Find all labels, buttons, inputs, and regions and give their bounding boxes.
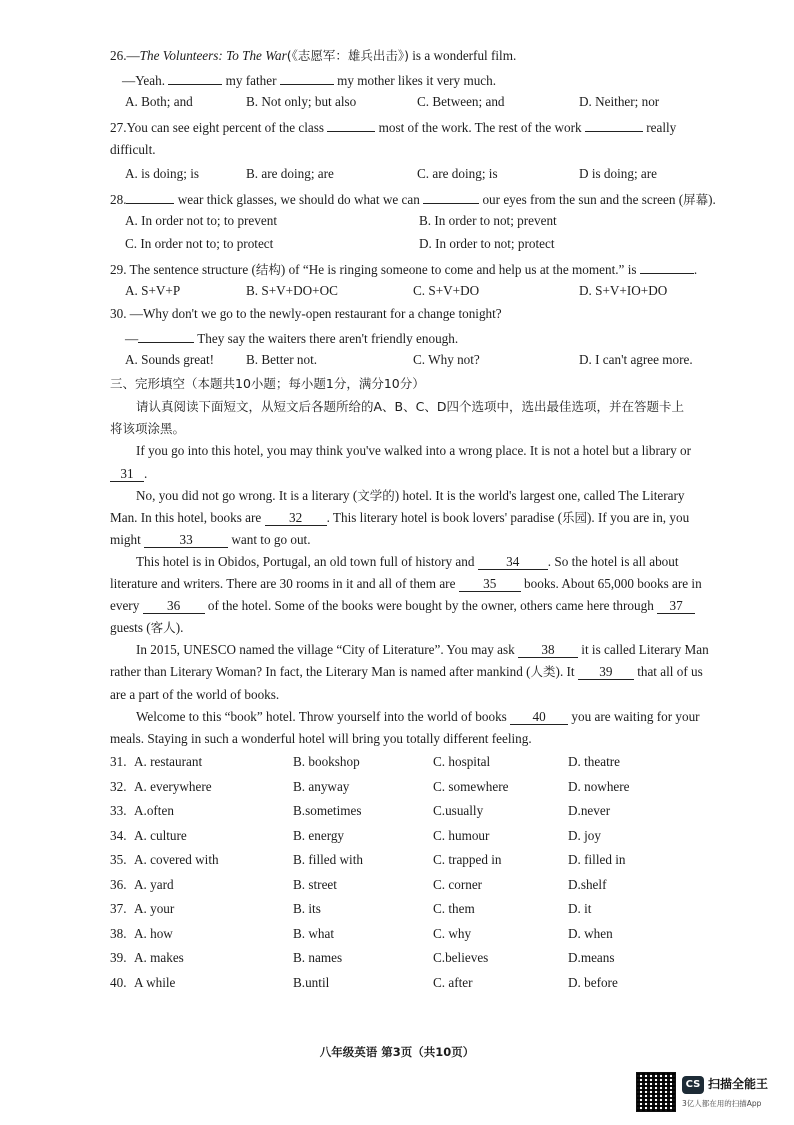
cloze-question-number: 33. [110, 803, 127, 818]
passage-p1-line2 [110, 465, 147, 483]
q26-option-c[interactable]: C. Between; and [417, 94, 505, 109]
cloze-option-a[interactable]: A. culture [134, 827, 187, 843]
p4-zh: 人类 [530, 664, 556, 679]
q28-number: 28. [110, 192, 127, 207]
cloze-option-b[interactable]: B. street [293, 876, 337, 892]
q28-blank-1[interactable] [126, 189, 174, 204]
cloze-question-number: 34. [110, 827, 127, 843]
q28-option-c[interactable]: C. In order not to; to protect [125, 236, 274, 251]
cloze-option-d[interactable]: D. when [568, 925, 613, 941]
cloze-option-c[interactable]: C. humour [433, 827, 490, 843]
p5-b: you are waiting for your [568, 709, 700, 724]
cloze-option-c[interactable]: C. trapped in [433, 852, 502, 867]
cloze-option-b[interactable]: B. filled with [293, 852, 363, 867]
p4-c: rather than Literary Woman? In fact, the Literary Man is named after mankind ( [110, 664, 531, 679]
q30-option-b[interactable]: B. Better not. [246, 352, 318, 367]
q26-dialog-a: —Yeah. [122, 73, 169, 88]
q29-option-c[interactable]: C. S+V+DO [413, 283, 480, 298]
q27-stem-c: really [642, 120, 677, 135]
q27-option-d[interactable]: D is doing; are [579, 166, 658, 181]
cloze-option-c[interactable]: C. corner [433, 876, 483, 892]
q27-stem-line2: difficult. [110, 142, 156, 157]
passage-p1-tail: . [144, 466, 148, 481]
blank-37[interactable] [657, 599, 695, 614]
cloze-option-a[interactable]: A. makes [134, 950, 184, 965]
camscanner-logo-icon: CS [682, 1076, 704, 1094]
section3-instruction-1: 请认真阅读下面短文，从短文后各题所给的A、B、C、D四个选项中，选出最佳选项，并在答题卡上 [136, 399, 684, 414]
p3-g: guests ( [110, 620, 151, 635]
cloze-option-d[interactable]: D. nowhere [568, 778, 630, 794]
cloze-option-d[interactable]: D. filled in [568, 852, 626, 867]
q27-stem-b: most of the work. The rest of the work [375, 120, 585, 135]
q28-stem-c: our eyes from the sun and the screen ( [479, 192, 684, 207]
passage-p3-line3 [110, 597, 695, 615]
blank-33[interactable] [144, 533, 228, 548]
camscanner-name: 扫描全能王 [708, 1077, 769, 1091]
cloze-option-c[interactable]: C. hospital [433, 754, 491, 769]
cloze-question-number: 39. [110, 950, 127, 965]
p2-a: No, you did not go wrong. It is a literary ( [136, 488, 358, 503]
q26-blank-1[interactable] [168, 70, 222, 85]
blank-32-number: 32 [288, 510, 303, 525]
p3-d: books. About 65,000 books are in [520, 576, 702, 591]
p5-a: Welcome to this “book” hotel. Throw yourself into the world of books [136, 709, 511, 724]
q30-dialog-b: They say the waiters there aren't friendly enough. [194, 331, 459, 346]
q27-blank-1[interactable] [327, 117, 375, 132]
q29-option-b[interactable]: B. S+V+DO+OC [246, 283, 338, 298]
passage-p3-line2 [110, 575, 702, 593]
p4-e: that all of us [633, 664, 703, 679]
q28-option-b[interactable]: B. In order to not; prevent [419, 213, 557, 228]
cloze-option-d[interactable]: D. before [568, 974, 618, 990]
cloze-option-c[interactable]: C. somewhere [433, 778, 509, 794]
blank-35[interactable] [459, 577, 521, 592]
q26-number: 26.— [110, 48, 140, 63]
q26-stem [110, 47, 516, 65]
cloze-option-d[interactable]: D. it [568, 901, 592, 916]
q29-option-d[interactable]: D. S+V+IO+DO [579, 283, 668, 298]
q30-option-a[interactable]: A. Sounds great! [125, 352, 215, 367]
cloze-option-c[interactable]: C. why [433, 925, 472, 941]
q28-stem [110, 189, 716, 209]
passage-p4-line1 [136, 641, 709, 659]
q28-option-a[interactable]: A. In order not to; to prevent [125, 213, 277, 228]
cloze-option-d[interactable]: D. theatre [568, 754, 620, 769]
passage-p3-line4 [110, 619, 183, 637]
blank-39-number: 39 [599, 664, 613, 679]
q28-option-d[interactable]: D. In order to not; protect [419, 236, 555, 251]
blank-36[interactable] [143, 599, 205, 614]
blank-33-number: 33 [179, 532, 193, 547]
q27-blank-2[interactable] [585, 117, 643, 132]
cloze-option-d[interactable]: D.shelf [568, 876, 607, 892]
blank-34[interactable] [478, 555, 548, 570]
blank-36-number: 36 [167, 598, 181, 613]
cloze-option-a[interactable]: A while [134, 974, 176, 990]
cloze-question-number: 36. [110, 876, 127, 892]
p3-h: ). [175, 620, 184, 635]
q30-dash: — [125, 331, 139, 346]
cloze-option-c[interactable]: C. after [433, 974, 473, 990]
cloze-option-a[interactable]: A. your [134, 901, 175, 916]
passage-p1-line1: If you go into this hotel, you may think you've walked into a wrong place. It is not a hotel but a library or [136, 443, 692, 458]
q28-blank-2[interactable] [423, 189, 479, 204]
blank-34-number: 34 [506, 554, 520, 569]
q26-dialog-b: my father [222, 73, 280, 88]
q29-option-a[interactable]: A. S+V+P [125, 283, 181, 298]
p3-zh: 客人 [150, 620, 176, 635]
section3-heading: 三、完形填空（本题共10小题；每小题1分，满分10分） [110, 376, 425, 391]
p2-e: ). If you are in, you [587, 510, 690, 525]
cloze-option-b[interactable]: B. energy [293, 827, 345, 843]
cloze-option-d[interactable]: D. joy [568, 827, 601, 843]
p2-d: . This literary hotel is book lovers' paradise ( [326, 510, 562, 525]
q29-zh-word: 结构 [255, 262, 281, 277]
q26-film-title: The Volunteers: To The War [139, 48, 287, 63]
blank-39[interactable] [578, 665, 634, 680]
cloze-option-b[interactable]: B. names [293, 950, 343, 965]
q26-dialog [122, 70, 496, 90]
cloze-option-b[interactable]: B.until [293, 974, 330, 990]
q28-stem-d: ). [708, 192, 716, 207]
passage-p5-line1 [136, 708, 700, 726]
p2-c: Man. In this hotel, books are [110, 510, 265, 525]
q27-stem [110, 117, 676, 137]
p3-c: literature and writers. There are 30 rooms in it and all of them are [110, 576, 459, 591]
p2-zh1: 文学的 [357, 488, 395, 503]
q27-option-b[interactable]: B. are doing; are [246, 166, 334, 181]
passage-p2-line1 [136, 487, 684, 505]
q30-dialog [125, 328, 458, 348]
qr-code-icon [636, 1072, 676, 1112]
p3-f: of the hotel. Some of the books were bought by the owner, others came here through [204, 598, 658, 613]
cloze-option-a[interactable]: A. covered with [134, 852, 219, 867]
blank-38-number: 38 [541, 642, 555, 657]
p4-a: In 2015, UNESCO named the village “City of Literature”. You may ask [136, 642, 518, 657]
cloze-option-a[interactable]: A. yard [134, 876, 174, 892]
q26-option-a[interactable]: A. Both; and [125, 94, 193, 109]
cloze-option-c[interactable]: C.usually [433, 803, 484, 818]
cloze-option-a[interactable]: A.often [134, 803, 174, 818]
cloze-option-b[interactable]: B.sometimes [293, 803, 362, 818]
p2-g: want to go out. [228, 532, 311, 547]
cloze-option-c[interactable]: C. them [433, 901, 475, 916]
blank-31-number: 31 [120, 466, 134, 481]
blank-38[interactable] [518, 643, 578, 658]
cloze-option-c[interactable]: C.believes [433, 950, 489, 965]
q26-option-b[interactable]: B. Not only; but also [246, 94, 357, 109]
camscanner-tagline: 3亿人都在用的扫描App [682, 1099, 762, 1108]
q29-stem-c: . [693, 262, 698, 277]
q26-stem-tail: is a wonderful film. [408, 48, 517, 63]
p3-b: . So the hotel is all about [547, 554, 679, 569]
q30-option-d[interactable]: D. I can't agree more. [579, 352, 693, 367]
q28-zh-word: 屏幕 [683, 192, 709, 207]
blank-31[interactable] [110, 467, 144, 482]
cloze-option-d[interactable]: D.means [568, 950, 615, 965]
cloze-option-a[interactable]: A. how [134, 925, 173, 941]
q30-blank[interactable] [138, 328, 194, 343]
passage-p2-line2 [110, 509, 689, 527]
q26-option-d[interactable]: D. Neither; nor [579, 94, 660, 109]
section3-instruction-2: 将该项涂黑。 [110, 421, 186, 436]
q30-stem: 30. —Why don't we go to the newly-open restaurant for a change tonight? [110, 306, 502, 321]
blank-40-number: 40 [532, 709, 546, 724]
q27-option-c[interactable]: C. are doing; is [417, 166, 498, 181]
cloze-option-b[interactable]: B. bookshop [293, 754, 360, 769]
p4-b: it is called Literary Man [578, 642, 709, 657]
cloze-option-b[interactable]: B. what [293, 925, 335, 941]
passage-p3-line1 [136, 553, 679, 571]
q26-dialog-c: my mother likes it very much. [333, 73, 497, 88]
cloze-question-number: 32. [110, 778, 127, 794]
p2-f: might [110, 532, 145, 547]
p3-e: every [110, 598, 143, 613]
cloze-question-number: 35. [110, 852, 127, 867]
cloze-question-number: 37. [110, 901, 127, 916]
cloze-option-a[interactable]: A. restaurant [134, 754, 203, 769]
q29-stem-b: ) of “He is ringing someone to come and help us at the moment.” is [280, 262, 640, 277]
cloze-option-b[interactable]: B. its [293, 901, 321, 916]
p3-a: This hotel is in Obidos, Portugal, an old town full of history and [136, 554, 478, 569]
cloze-question-number: 40. [110, 974, 127, 990]
passage-p2-line3 [110, 531, 311, 549]
passage-p5-line2: meals. Staying in such a wonderful hotel will bring you totally different feeling. [110, 731, 532, 746]
q30-option-c[interactable]: C. Why not? [413, 352, 480, 367]
q29-blank[interactable] [640, 259, 694, 274]
p2-zh2: 乐园 [562, 510, 588, 525]
cloze-option-d[interactable]: D.never [568, 803, 611, 818]
q29-stem-a: 29. The sentence structure ( [110, 262, 256, 277]
cloze-option-b[interactable]: B. anyway [293, 778, 350, 794]
p4-d: ). It [555, 664, 578, 679]
blank-40[interactable] [510, 710, 568, 725]
passage-p4-line3: are a part of the world of books. [110, 687, 280, 702]
passage-p4-line2 [110, 663, 703, 681]
cloze-question-number: 31. [110, 754, 127, 769]
blank-32[interactable] [265, 511, 327, 526]
cloze-question-number: 38. [110, 925, 127, 941]
blank-35-number: 35 [483, 576, 497, 591]
q28-stem-b: wear thick glasses, we should do what we can [174, 192, 424, 207]
q27-stem-a: 27.You can see eight percent of the class [110, 120, 328, 135]
cloze-option-a[interactable]: A. everywhere [134, 778, 212, 794]
q26-film-title-zh: (《志愿军：雄兵出击》) [286, 48, 409, 63]
q26-blank-2[interactable] [280, 70, 334, 85]
page-footer: 八年级英语 第3页（共10页） [319, 1045, 475, 1059]
blank-37-number: 37 [669, 598, 683, 613]
q29-stem [110, 259, 697, 279]
p2-b: ) hotel. It is the world's largest one, called The Literary [394, 488, 685, 503]
q27-option-a[interactable]: A. is doing; is [125, 166, 200, 181]
